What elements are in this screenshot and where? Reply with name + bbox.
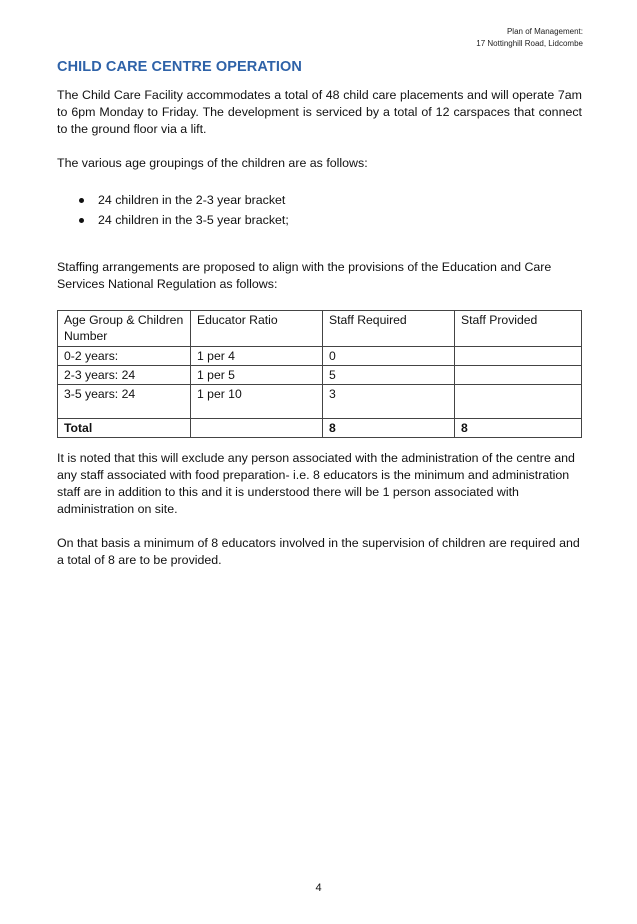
- page-number: 4: [315, 882, 322, 894]
- cell-staff-required: 5: [323, 366, 455, 385]
- cell-staff-required: 3: [323, 385, 455, 419]
- basis-paragraph: On that basis a minimum of 8 educators involved in the supervision of children are required and a total of 8 are to be provided.: [57, 536, 580, 567]
- total-staff-required: 8: [323, 419, 455, 438]
- document-header: [476, 26, 583, 50]
- age-groups-intro: The various age groupings of the children are as follows:: [57, 156, 368, 170]
- cell-staff-provided: [455, 366, 582, 385]
- header-address: 17 Nottinghill Road, Lidcombe: [476, 39, 583, 48]
- header-age-group: Age Group & Children Number: [58, 311, 191, 347]
- table-header-row: [58, 311, 582, 347]
- list-item: [57, 190, 289, 210]
- staffing-table: [57, 310, 582, 438]
- table-row: [58, 347, 582, 366]
- cell-staff-required: 0: [323, 347, 455, 366]
- intro-paragraph: The Child Care Facility accommodates a total of 48 child care placements and will operate 7am to 6pm Monday to Friday. The development is serviced by a total of 12 carspaces that connect to the ground floor via a lift.: [57, 88, 582, 136]
- cell-age-group: 3-5 years: 24: [58, 385, 191, 419]
- cell-educator-ratio: 1 per 4: [191, 347, 323, 366]
- age-group-list: [57, 190, 289, 230]
- list-item: [57, 210, 289, 230]
- bullet-text: 24 children in the 2-3 year bracket: [98, 193, 286, 207]
- cell-educator-ratio: 1 per 5: [191, 366, 323, 385]
- table-row: [58, 366, 582, 385]
- table-total-row: [58, 419, 582, 438]
- total-staff-provided: 8: [455, 419, 582, 438]
- cell-age-group: 2-3 years: 24: [58, 366, 191, 385]
- cell-staff-provided: [455, 385, 582, 419]
- total-educator-ratio: [191, 419, 323, 438]
- bullet-icon: [79, 218, 84, 223]
- header-educator-ratio: Educator Ratio: [191, 311, 323, 347]
- bullet-icon: [79, 198, 84, 203]
- header-staff-provided: Staff Provided: [455, 311, 582, 347]
- cell-age-group: 0-2 years:: [58, 347, 191, 366]
- note-paragraph: It is noted that this will exclude any person associated with the administration of the centre and any staff associated with food preparation- i.e. 8 educators is the minimum and administration staff are in addition to this and it is understood there will be 1 person associated with administration on site.: [57, 451, 575, 516]
- cell-staff-provided: [455, 347, 582, 366]
- cell-educator-ratio: 1 per 10: [191, 385, 323, 419]
- header-plan-label: Plan of Management:: [506, 27, 583, 36]
- total-label: Total: [58, 419, 191, 438]
- section-title: CHILD CARE CENTRE OPERATION: [57, 59, 302, 75]
- header-staff-required: Staff Required: [323, 311, 455, 347]
- table-row: [58, 385, 582, 419]
- bullet-text: 24 children in the 3-5 year bracket;: [98, 213, 289, 227]
- staffing-intro: Staffing arrangements are proposed to align with the provisions of the Education and Care Services National Regulation as follows:: [57, 260, 552, 291]
